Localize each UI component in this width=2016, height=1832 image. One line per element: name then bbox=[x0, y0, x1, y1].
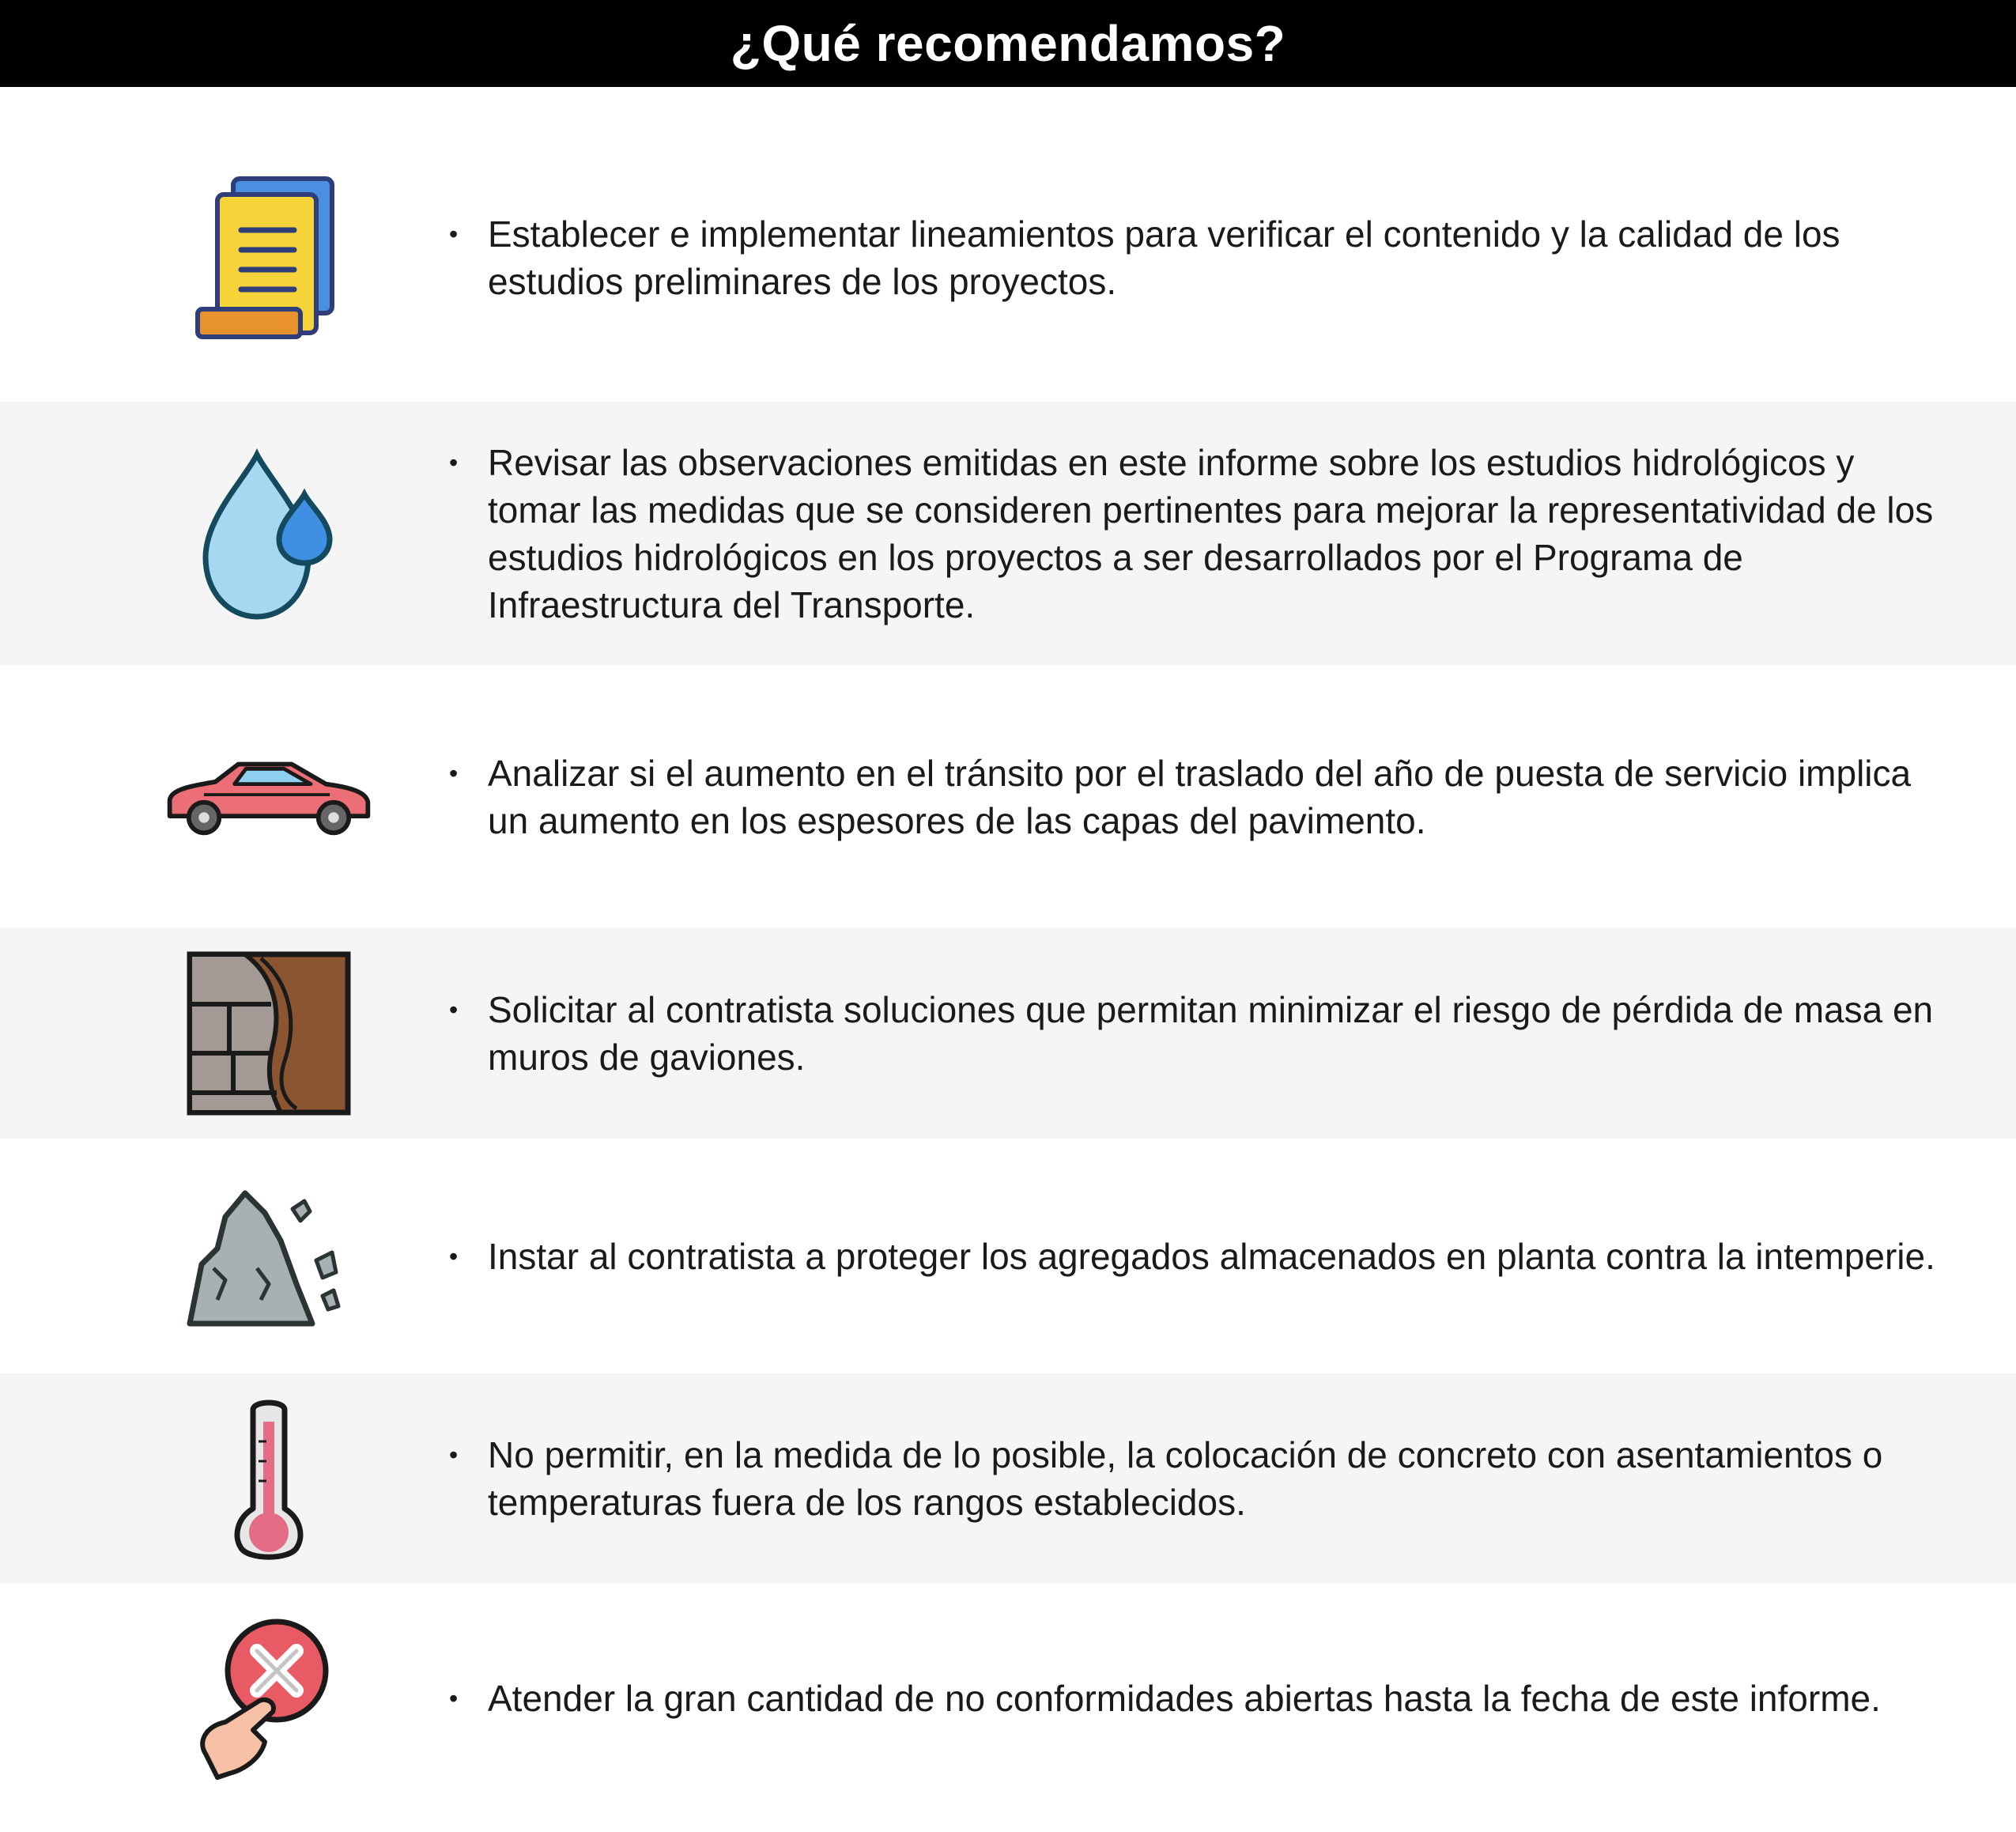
bullet-icon: • bbox=[449, 220, 459, 248]
page-header bbox=[0, 0, 2016, 87]
bullet-icon: • bbox=[449, 1441, 459, 1469]
recommendation-text: Establecer e implementar lineamientos para verificar el contenido y la calidad de los estudios preliminares de los proyectos. bbox=[488, 213, 1840, 302]
recommendation-row bbox=[0, 402, 2016, 665]
bullet-icon: • bbox=[449, 1241, 459, 1271]
recommendation-text: Solicitar al contratista soluciones que permitan minimizar el riesgo de pérdida de masa en muros de gaviones. bbox=[488, 989, 1934, 1078]
thermometer-icon bbox=[162, 1373, 376, 1584]
car-icon bbox=[162, 665, 376, 928]
bullet-icon: • bbox=[449, 758, 459, 788]
recommendation-text: Analizar si el aumento en el tránsito por el traslado del año de puesta de servicio implica un aumento en los espesores de las capas del pavimento. bbox=[488, 752, 1912, 841]
retaining-wall-icon bbox=[162, 928, 376, 1139]
recommendation-row bbox=[0, 1139, 2016, 1373]
document-scroll-icon bbox=[162, 87, 376, 429]
recommendation-text: Instar al contratista a proteger los agregados almacenados en planta contra la intemperie. bbox=[488, 1235, 1935, 1277]
page-title: ¿Qué recomendamos? bbox=[730, 15, 1286, 72]
water-drops-icon bbox=[162, 402, 376, 665]
recommendation-text: Revisar las observaciones emitidas en este informe sobre los estudios hidrológicos y tomar las medidas que se consideren pertinentes para mejorar la representatividad de los estudios hidrológicos en los proyectos a ser desarrollados por el Programa de Infraestructura del Transporte. bbox=[488, 441, 1934, 625]
recommendation-row bbox=[0, 665, 2016, 928]
recommendation-text: Atender la gran cantidad de no conformidades abiertas hasta la fecha de este informe. bbox=[488, 1678, 1881, 1719]
recommendation-row bbox=[0, 1584, 2016, 1832]
bullet-icon: • bbox=[449, 448, 459, 477]
recommendation-text: No permitir, en la medida de lo posible, la colocación de concreto con asentamientos o temperaturas fuera de los rangos establecidos. bbox=[488, 1434, 1883, 1523]
cancel-hand-icon bbox=[162, 1584, 376, 1813]
recommendation-row bbox=[0, 1373, 2016, 1584]
bullet-icon: • bbox=[449, 1684, 459, 1713]
recommendation-row bbox=[0, 928, 2016, 1139]
recommendation-row bbox=[0, 87, 2016, 402]
rock-pile-icon bbox=[162, 1139, 376, 1373]
bullet-icon: • bbox=[449, 995, 459, 1024]
